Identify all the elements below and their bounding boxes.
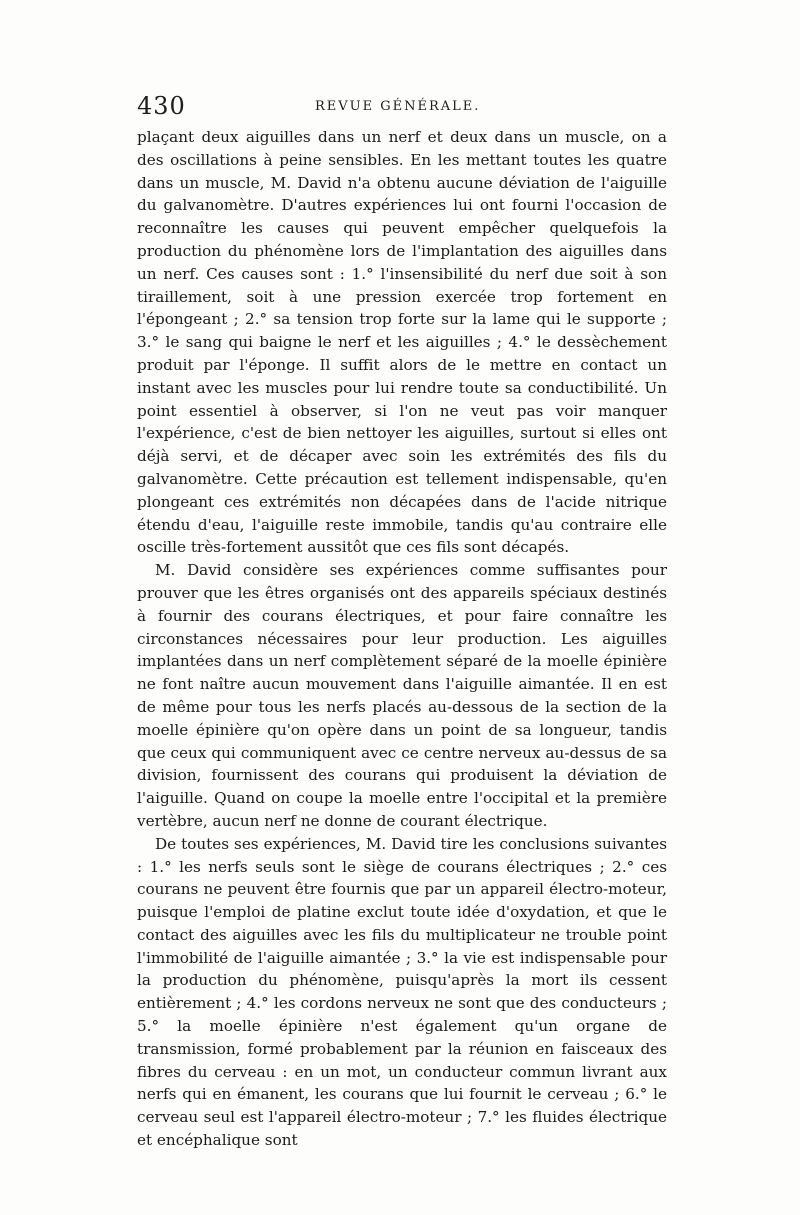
body-text [137, 126, 667, 1152]
page-number: 430 [137, 92, 186, 120]
paragraph-continuation: plaçant deux aiguilles dans un nerf et deux dans un muscle, on a des oscillations à peine sensibles. En les mettant toutes les quatre dans un muscle, M. David n'a obtenu aucune déviation de l'aiguille du galvanomètre. D'autres expériences lui ont fourni l'occasion de reconnaître les causes qui peuvent empêcher quelquefois la production du phénomène lors de l'implantation des aiguilles dans un nerf. Ces causes sont : 1.° l'insensibilité du nerf due soit à son tiraillement, soit à une pression exercée trop fortement en l'épongeant ; 2.° sa tension trop forte sur la lame qui le supporte ; 3.° le sang qui baigne le nerf et les aiguilles ; 4.° le dessèchement produit par l'éponge. Il suffit alors de le mettre en contact un instant avec les muscles pour lui rendre toute sa conductibilité. Un point essentiel à observer, si l'on ne veut pas voir manquer l'expérience, c'est de bien nettoyer les aiguilles, surtout si elles ont déjà servi, et de décaper avec soin les extrémités des fils du galvanomètre. Cette précaution est tellement indispensable, qu'en plongeant ces extrémités non décapées dans de l'acide nitrique étendu d'eau, l'aiguille reste immobile, tandis qu'au contraire elle oscille très-fortement aussitôt que ces fils sont décapés. [137, 128, 667, 557]
page-header [137, 92, 667, 122]
paragraph-conclusions: De toutes ses expériences, M. David tire les conclusions suivantes : 1.° les nerfs seuls sont le siège de courans électriques ; 2.° ces courans ne peuvent être fournis que par un appareil électro-moteur, puisque l'emploi de platine exclut toute idée d'oxydation, et que le contact des aiguilles avec les fils du multiplicateur ne trouble point l'immobilité de l'aiguille aimantée ; 3.° la vie est indispensable pour la production du phénomène, puisqu'après la mort ils cessent entièrement ; 4.° les cordons nerveux ne sont que des conducteurs ; 5.° la moelle épinière n'est également qu'un organe de transmission, formé probablement par la réunion en faisceaux des fibres du cerveau : en un mot, un conducteur commun livrant aux nerfs qui en émanent, les courans que lui fournit le cerveau ; 6.° le cerveau seul est l'appareil électro-moteur ; 7.° les fluides électrique et encéphalique sont [137, 834, 667, 1150]
paragraph-david-experiments: M. David considère ses expériences comme suffisantes pour prouver que les êtres organisés ont des appareils spéciaux destinés à fournir des courans électriques, et pour faire connaître les circonstances nécessaires pour leur production. Les aiguilles implantées dans un nerf complètement séparé de la moelle épinière ne font naître aucun mouvement dans l'aiguille aimantée. Il en est de même pour tous les nerfs placés au-dessous de la section de la moelle épinière qu'on opère dans un point de sa longueur, tandis que ceux qui communiquent avec ce centre nerveux au-dessus de sa division, fournissent des courans qui produisent la déviation de l'aiguille. Quand on coupe la moelle entre l'occipital et la première vertèbre, aucun nerf ne donne de courant électrique. [137, 561, 667, 830]
running-title: REVUE GÉNÉRALE. [315, 99, 481, 114]
